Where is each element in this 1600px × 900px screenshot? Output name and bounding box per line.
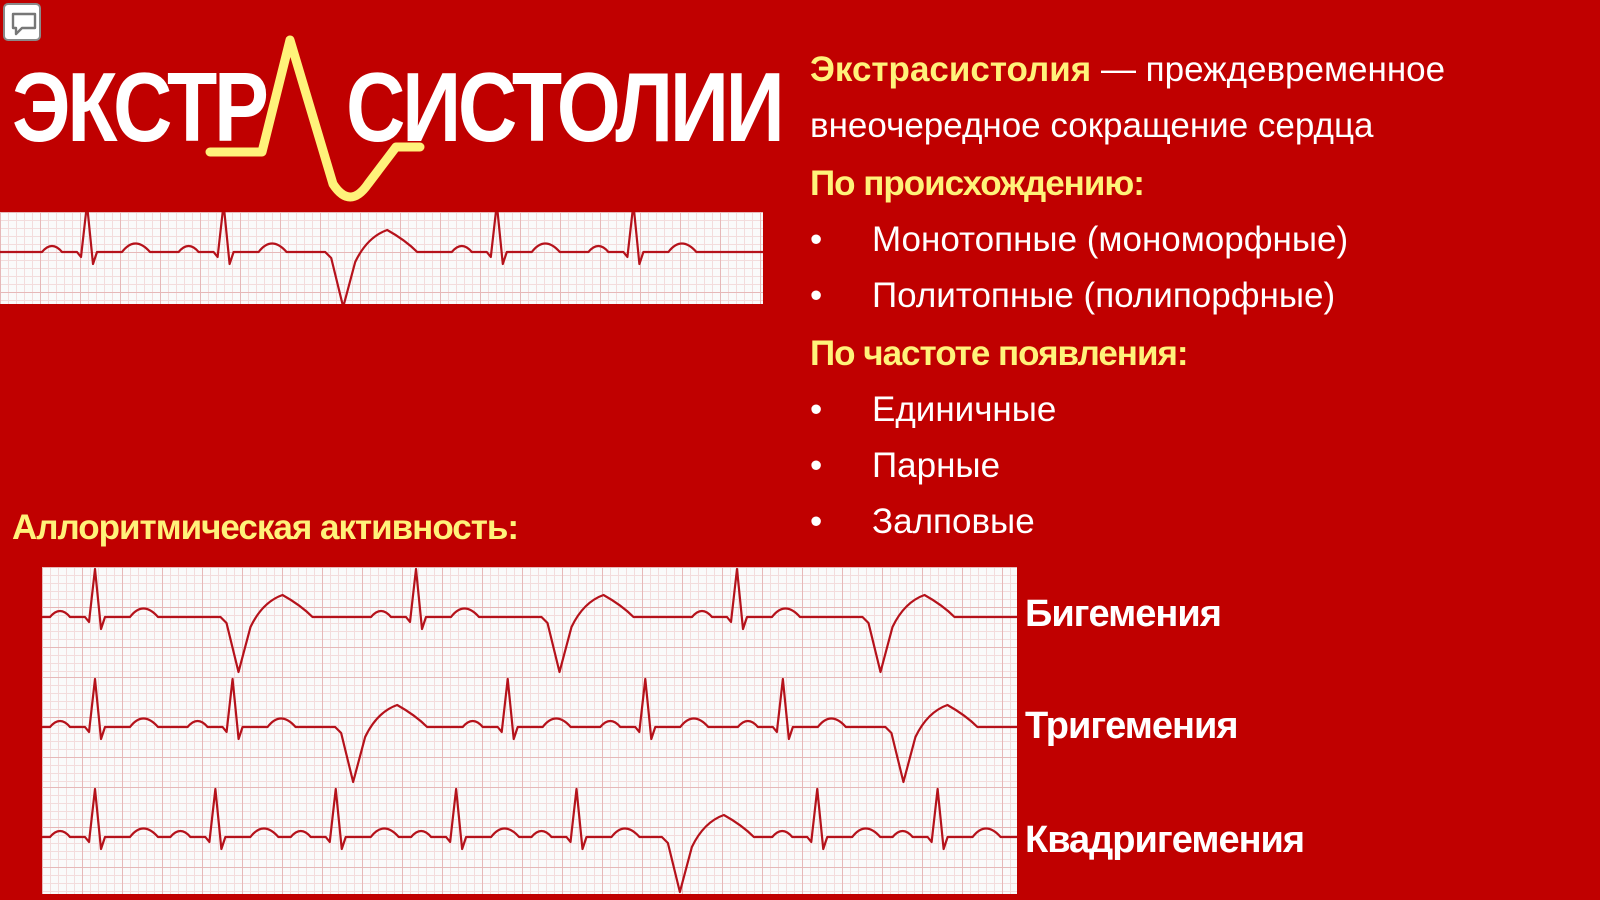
ecg-trace-quadrigeminy xyxy=(42,787,1017,894)
list-item xyxy=(810,382,1590,438)
allorhythmia-heading: Аллоритмическая активность: xyxy=(12,508,519,547)
list-item-label: Политопные (полипорфные) xyxy=(872,276,1336,315)
list-item xyxy=(810,212,1590,268)
ecg-strip-quadrigeminy xyxy=(42,787,1017,894)
bullet-icon: • xyxy=(810,276,823,315)
definition-text xyxy=(810,42,1590,154)
list-item-label: Парные xyxy=(872,446,1001,485)
list-item-label: Залповые xyxy=(872,502,1035,541)
bullet-icon: • xyxy=(810,502,823,541)
bullet-icon: • xyxy=(810,390,823,429)
bullet-icon: • xyxy=(810,220,823,259)
ecg-trace-line xyxy=(42,569,1017,672)
ecg-trace-line xyxy=(0,212,763,304)
list-item xyxy=(810,438,1590,494)
bullet-icon: • xyxy=(810,446,823,485)
definition-rest: — преждевременное внеочередное сокращение сердца xyxy=(810,50,1446,145)
pattern-label-quadrigeminy: Квадригемения xyxy=(1025,819,1305,861)
frequency-heading: По частоте появления: xyxy=(810,334,1188,373)
ecg-trace-line xyxy=(42,789,1017,892)
list-item xyxy=(810,494,1590,550)
definition-term: Экстрасистолия xyxy=(810,50,1092,89)
ecg-strip-bigeminy xyxy=(42,567,1017,677)
title-text-right: СИСТОЛИИ xyxy=(346,52,782,162)
list-item xyxy=(810,268,1590,324)
ecg-trace-bigeminy xyxy=(42,567,1017,677)
list-item-label: Единичные xyxy=(872,390,1057,429)
pattern-label-trigeminy: Тригемения xyxy=(1025,705,1238,747)
definition-panel xyxy=(810,42,1590,550)
heartbeat-logo-icon xyxy=(0,28,790,218)
ecg-trace-trigeminy xyxy=(42,677,1017,787)
ecg-strip-trigeminy xyxy=(42,677,1017,787)
ecg-strip-top xyxy=(0,212,763,304)
title-text-left: ЭКСТР xyxy=(12,52,266,162)
ecg-trace-line xyxy=(42,679,1017,782)
slide-title xyxy=(0,28,790,218)
list-item-label: Монотопные (мономорфные) xyxy=(872,220,1349,259)
pattern-label-bigeminy: Бигемения xyxy=(1025,593,1221,635)
ecg-trace-top xyxy=(0,212,763,304)
origin-heading: По происхождению: xyxy=(810,164,1144,203)
